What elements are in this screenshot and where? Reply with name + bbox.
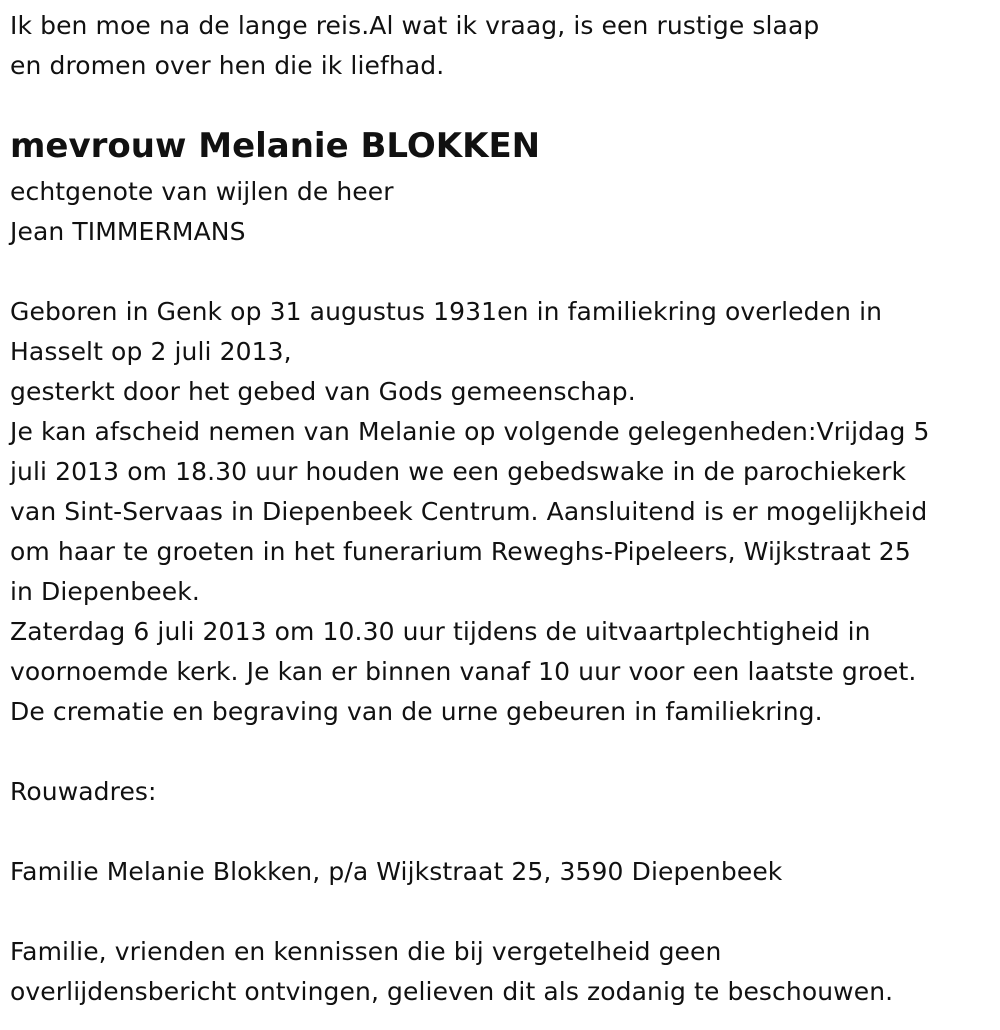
announcement-line: Zaterdag 6 juli 2013 om 10.30 uur tijdens de uitvaartplechtigheid in xyxy=(10,617,871,646)
announcement-line: om haar te groeten in het funerarium Reweghs-Pipeleers, Wijkstraat 25 xyxy=(10,537,911,566)
announcement-line: Geboren in Genk op 31 augustus 1931en in familiekring overleden in xyxy=(10,297,883,326)
announcement-line: Je kan afscheid nemen van Melanie op volgende gelegenheden:Vrijdag 5 xyxy=(10,417,930,446)
spouse-line-2: Jean TIMMERMANS xyxy=(10,217,246,246)
announcement-line: gesterkt door het gebed van Gods gemeenschap. xyxy=(10,377,636,406)
poem xyxy=(10,6,990,86)
spacer xyxy=(10,252,990,292)
closing-line-2: overlijdensbericht ontvingen, gelieven dit als zodanig te beschouwen. xyxy=(10,977,894,1006)
closing-note xyxy=(10,932,990,1012)
spouse-info xyxy=(10,172,990,252)
mourning-address-label: Rouwadres: xyxy=(10,777,157,806)
announcement-line: juli 2013 om 18.30 uur houden we een gebedswake in de parochiekerk xyxy=(10,457,907,486)
spouse-line-1: echtgenote van wijlen de heer xyxy=(10,177,394,206)
poem-line-2: en dromen over hen die ik liefhad. xyxy=(10,51,445,80)
spacer xyxy=(10,812,990,852)
mourning-address: Familie Melanie Blokken, p/a Wijkstraat 25, 3590 Diepenbeek xyxy=(10,857,783,886)
announcement-line: voornoemde kerk. Je kan er binnen vanaf 10 uur voor een laatste groet. xyxy=(10,657,917,686)
spacer xyxy=(10,892,990,932)
spacer xyxy=(10,732,990,772)
announcement-line: van Sint-Servaas in Diepenbeek Centrum. Aansluitend is er mogelijkheid xyxy=(10,497,928,526)
announcement-body xyxy=(10,292,990,732)
announcement-line: Hasselt op 2 juli 2013, xyxy=(10,337,292,366)
obituary-notice xyxy=(10,6,990,1012)
deceased-name: mevrouw Melanie BLOKKEN xyxy=(10,126,541,166)
closing-line-1: Familie, vrienden en kennissen die bij vergetelheid geen xyxy=(10,937,722,966)
announcement-line: De crematie en begraving van de urne gebeuren in familiekring. xyxy=(10,697,823,726)
announcement-line: in Diepenbeek. xyxy=(10,577,200,606)
poem-line-1: Ik ben moe na de lange reis.Al wat ik vraag, is een rustige slaap xyxy=(10,11,820,40)
